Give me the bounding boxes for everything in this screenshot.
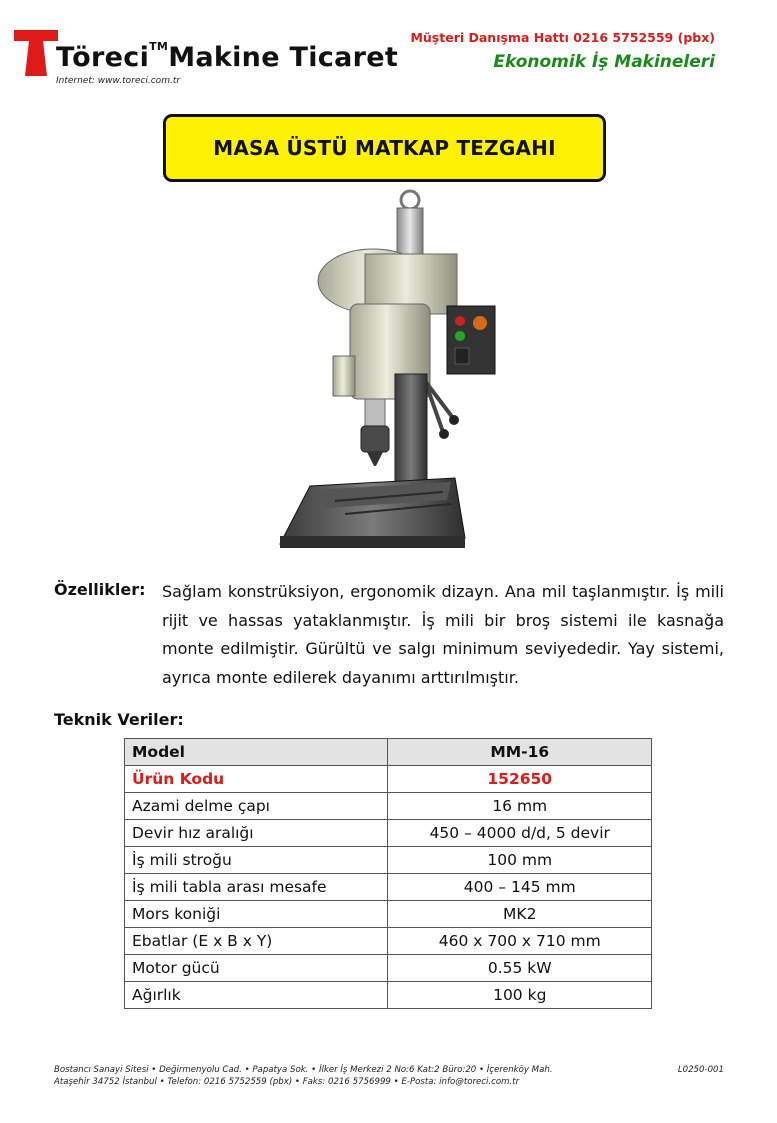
title-box	[163, 114, 606, 182]
spec-label: Mors koniği	[125, 901, 388, 928]
spec-row	[125, 982, 652, 1009]
features-label: Özellikler:	[54, 580, 146, 599]
spec-label: Azami delme çapı	[125, 793, 388, 820]
spec-label: Ebatlar (E x B x Y)	[125, 928, 388, 955]
spec-header-value: MM-16	[388, 739, 652, 766]
spec-header-row	[125, 739, 652, 766]
spec-label: Devir hız aralığı	[125, 820, 388, 847]
company-logo	[14, 28, 58, 78]
product-code-value: 152650	[388, 766, 652, 793]
spec-row	[125, 955, 652, 982]
spec-label: İş mili stroğu	[125, 847, 388, 874]
spec-row	[125, 928, 652, 955]
trademark: TM	[149, 40, 169, 53]
spec-header-label: Model	[125, 739, 388, 766]
spec-value: 100 mm	[388, 847, 652, 874]
spec-value: 0.55 kW	[388, 955, 652, 982]
spec-value: 100 kg	[388, 982, 652, 1009]
slogan: Ekonomik İş Makineleri	[493, 52, 715, 72]
drill-press-image	[255, 186, 515, 566]
spec-label: Ağırlık	[125, 982, 388, 1009]
spec-row	[125, 793, 652, 820]
page-title: MASA ÜSTÜ MATKAP TEZGAHI	[213, 136, 556, 160]
spec-row	[125, 847, 652, 874]
spec-code-row	[125, 766, 652, 793]
spec-row	[125, 901, 652, 928]
website-link[interactable]: Internet: www.toreci.com.tr	[56, 76, 181, 86]
footer-address	[54, 1064, 724, 1088]
spec-value: 450 – 4000 d/d, 5 devir	[388, 820, 652, 847]
footer-line-2: Ataşehir 34752 İstanbul • Telefon: 0216 5752559 (pbx) • Faks: 0216 5756999 • E-Posta: info@toreci.com.tr	[54, 1077, 520, 1087]
spec-value: 16 mm	[388, 793, 652, 820]
document-code: L0250-001	[677, 1065, 724, 1075]
features-text: Sağlam konstrüksiyon, ergonomik dizayn. Ana mil taşlanmıştır. İş mili rijit ve hassas yataklanmıştır. İş mili bir broş sistemi ile kasnağa monte edilmiştir. Gürültü ve salgı minimum seviyededir. Yay sistemi, ayrıca monte edilerek dayanımı arttırılmıştır.	[162, 582, 724, 687]
footer-line-1: Bostancı Sanayi Sitesi • Değirmenyolu Cad. • Papatya Sok. • İlker İş Merkezi 2 No:6 Kat:2 Büro:20 • İçerenköy Mah.	[54, 1065, 553, 1075]
company-name: Töreci™Makine Ticaret	[56, 40, 399, 73]
spec-table	[124, 738, 652, 1009]
tech-specs-label: Teknik Veriler:	[54, 710, 184, 729]
product-code-label: Ürün Kodu	[125, 766, 388, 793]
spec-value: 460 x 700 x 710 mm	[388, 928, 652, 955]
customer-hotline: Müşteri Danışma Hattı 0216 5752559 (pbx)	[410, 30, 715, 45]
spec-label: Motor gücü	[125, 955, 388, 982]
spec-value: MK2	[388, 901, 652, 928]
spec-value: 400 – 145 mm	[388, 874, 652, 901]
spec-row	[125, 820, 652, 847]
spec-label: İş mili tabla arası mesafe	[125, 874, 388, 901]
spec-row	[125, 874, 652, 901]
spec-table-body	[125, 739, 652, 1009]
